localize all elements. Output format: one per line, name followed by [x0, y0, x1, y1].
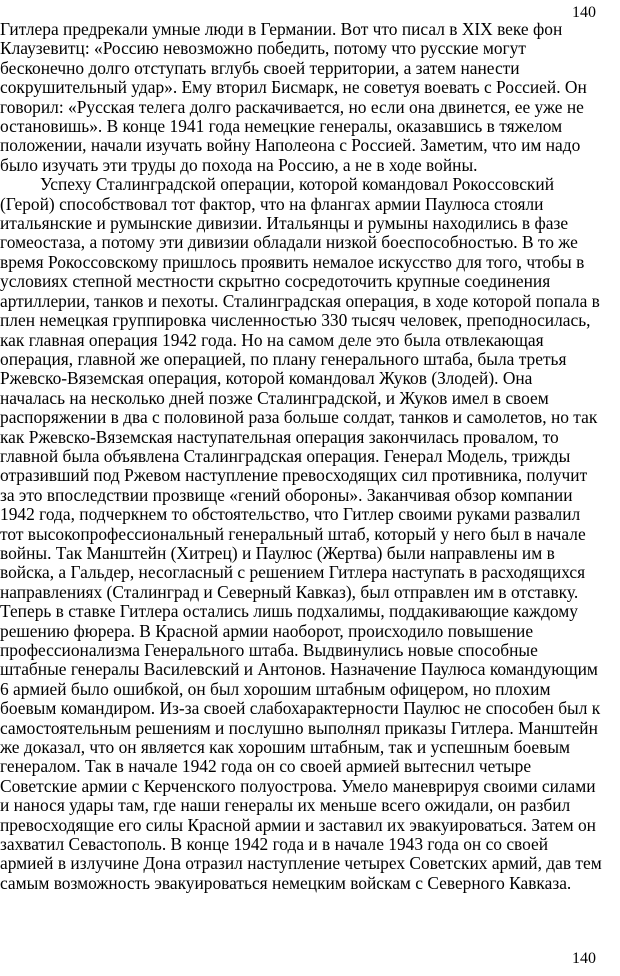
text-line: остановишь». В конце 1941 года немецкие генералы, оказавшись в тяжелом: [0, 116, 563, 137]
text-line: самым возможность эвакуироваться немецким войскам с Северного Кавказа.: [0, 872, 572, 893]
text-line: превосходящие его силы Красной армии и заставил их эвакуироваться. Затем он: [0, 814, 596, 835]
text-line: за это впоследствии прозвище «гений обороны». Заканчивая обзор компании: [0, 484, 573, 505]
text-line: самостоятельным решениям и послушно выполнял приказы Гитлера. Манштейн: [0, 717, 598, 738]
text-line: Клаузевитц: «Россию невозможно победить, потому что русские могут: [0, 38, 526, 59]
text-line: условиях степной местности скрытно сосредоточить крупные соединения: [0, 271, 551, 292]
text-line: боевым командиром. Из-за своей слабохарактерности Паулюс не способен был к: [0, 698, 601, 719]
text-line: плен немецкая группировка численностью 330 тысяч человек, преподносилась,: [0, 310, 591, 331]
paragraph: [0, 175, 620, 893]
text-line: 6 армией было ошибкой, он был хорошим штабным офицером, но плохим: [0, 678, 551, 699]
text-line: же доказал, что он является как хорошим штабным, так и успешным боевым: [0, 737, 571, 758]
text-line: штабные генералы Василевский и Антонов. Назначение Паулюса командующим: [0, 659, 598, 680]
text-line: войска, а Гальдер, несогласный с решением Гитлера наступать в расходящихся: [0, 562, 586, 583]
text-line: войны. Так Манштейн (Хитрец) и Паулюс (Жертва) были направлены им в: [0, 542, 555, 563]
text-line: захватил Севастополь. В конце 1942 года и в начале 1943 года он со своей: [0, 834, 549, 855]
text-line: Советские армии с Керченского полуострова. Умело маневрируя своими силами: [0, 775, 596, 796]
text-line: Ржевско-Вяземская операция, которой командовал Жуков (Злодей). Она: [0, 368, 533, 389]
text-line: говорил: «Русская телега долго раскачивается, но если она двинется, ее уже не: [0, 96, 584, 117]
text-line: тот высокопрофессиональный генеральный штаб, который у него был в начале: [0, 523, 586, 544]
page-number-bottom: 140: [572, 950, 596, 967]
text-line: и нанося удары там, где наши генералы их меньше всего ожидали, он разбил: [0, 795, 571, 816]
text-line: распоряжении в два с половиной раза больше солдат, танков и самолетов, но так: [0, 407, 598, 428]
text-line: (Герой) способствовал тот фактор, что на флангах армии Паулюса стояли: [0, 193, 544, 214]
text-line: генералом. Так в начале 1942 года он со своей армией вытеснил четыре: [0, 756, 532, 777]
text-line: армией в излучине Дона отразил наступление четырех Советских армий, дав тем: [0, 853, 602, 874]
text-line: артиллерии, танков и пехоты. Сталинградская операция, в ходе которой попала в: [0, 290, 600, 311]
text-line: направлениях (Сталинград и Северный Кавказ), был отправлен им в отставку.: [0, 581, 579, 602]
text-line: профессионализма Генерального штаба. Выдвинулись новые способные: [0, 640, 538, 660]
text-line: бесконечно долго отступать вглубь своей территории, а затем нанести: [0, 57, 520, 78]
document-body: [0, 20, 620, 893]
text-line: началась на несколько дней позже Сталинградской, и Жуков имел в своем: [0, 387, 549, 408]
text-line: было изучать эти труды до похода на Россию, а не в ходе войны.: [0, 154, 478, 175]
text-line: Теперь в ставке Гитлера остались лишь подхалимы, поддакивающие каждому: [0, 601, 578, 622]
text-line: гомеостаза, а потому эти дивизии обладали низкой боеспособностью. В то же: [0, 232, 578, 253]
text-line: решению фюрера. В Красной армии наоборот, происходило повышение: [0, 620, 534, 641]
text-line: сокрушительный удар». Ему вторил Бисмарк, не советуя воевать с Россией. Он: [0, 77, 587, 98]
text-line: положении, начали изучать войну Наполеона с Россией. Заметим, что им надо: [0, 135, 581, 156]
text-line: как Ржевско-Вяземская наступательная операция закончилась провалом, то: [0, 426, 559, 447]
page-number-top: 140: [572, 4, 596, 21]
paragraph: [0, 20, 620, 175]
text-line: Гитлера предрекали умные люди в Германии. Вот что писал в XIX веке фон: [0, 19, 563, 39]
text-line: операция, главной же операцией, по плану генерального штаба, была третья: [0, 348, 567, 369]
text-line: как главная операция 1942 года. Но на самом деле это была отвлекающая: [0, 329, 544, 350]
text-line: отразивший под Ржевом наступление превосходящих сил противника, получит: [0, 465, 588, 486]
text-line: главной была объявлена Сталинградская операция. Генерал Модель, трижды: [0, 445, 571, 466]
text-line: 1942 года, подчеркнем то обстоятельство, что Гитлер своими руками развалил: [0, 504, 581, 525]
text-line: время Рокоссовскому пришлось проявить немалое искусство для того, чтобы в: [0, 251, 585, 272]
text-line: итальянские и румынские дивизии. Итальянцы и румыны находились в фазе: [0, 213, 569, 234]
text-line: Успеху Сталинградской операции, которой командовал Рокоссовский: [40, 174, 554, 195]
